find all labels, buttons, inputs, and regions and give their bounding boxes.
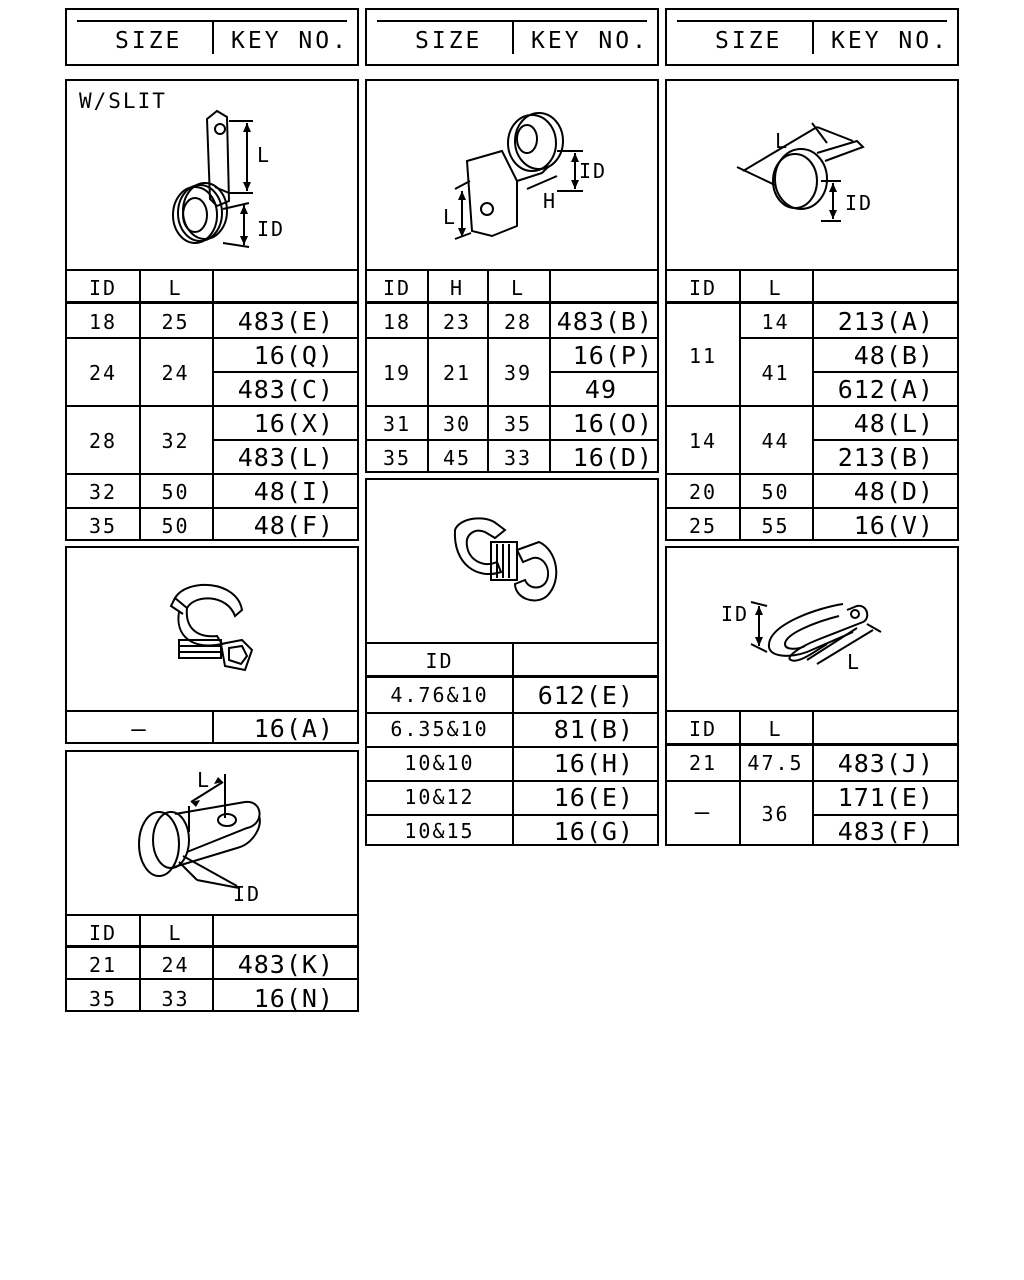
table-cell-id: 35 <box>382 446 412 470</box>
table-cell-id: 10&12 <box>404 785 475 809</box>
header-size-label: SIZE <box>415 28 483 54</box>
key-number: 16(H) <box>553 749 634 778</box>
table-cell-id: 32 <box>88 480 118 504</box>
key-number: 48(L) <box>853 409 934 438</box>
table-cell-l: 24 <box>161 953 190 977</box>
header-box-col2 <box>365 8 659 66</box>
header-size-label: SIZE <box>715 28 783 54</box>
dim-label-l: L <box>443 205 458 229</box>
column-header-id: ID <box>88 276 118 300</box>
table-cell-id: 14 <box>688 429 718 453</box>
header-size-label: SIZE <box>115 28 183 54</box>
column-header-l: L <box>768 717 783 741</box>
table-cell-id: 28 <box>88 429 118 453</box>
table-cell-id: 4.76&10 <box>390 683 489 707</box>
table-cell-h: 45 <box>442 446 472 470</box>
table-cell-id: 18 <box>88 310 118 334</box>
dim-label-id: ID <box>721 602 750 626</box>
dim-label-id: ID <box>579 159 608 183</box>
table-cell-l: 32 <box>161 429 190 453</box>
table-cell-id: 25 <box>688 514 718 538</box>
dim-label-h: H <box>543 189 558 213</box>
table-cell-id: 10&10 <box>404 751 475 775</box>
key-number: 81(B) <box>553 715 634 744</box>
table-cell-h: 21 <box>442 361 472 385</box>
table-cell-l: 55 <box>761 514 790 538</box>
key-number: 48(F) <box>253 511 334 540</box>
table-cell-id: 20 <box>688 480 718 504</box>
key-number: 483(J) <box>837 749 934 778</box>
table-cell-id: 21 <box>88 953 118 977</box>
dim-label-id: ID <box>233 882 262 906</box>
header-key-label: KEY NO. <box>531 28 649 54</box>
column-header-l: L <box>168 921 183 945</box>
key-number: 16(E) <box>553 783 634 812</box>
table-cell-l: 44 <box>761 429 790 453</box>
column-header-id: ID <box>382 276 412 300</box>
table-cell-id: 24 <box>88 361 118 385</box>
slit-clamp-panel <box>65 79 359 541</box>
key-number: 16(G) <box>553 817 634 846</box>
p-clip-drawing <box>667 548 957 713</box>
key-number: 483(K) <box>237 950 334 979</box>
table-cell-l: 50 <box>761 480 790 504</box>
table-cell-l: 50 <box>161 514 190 538</box>
table-cell-l: 33 <box>161 987 190 1011</box>
key-number: 16(Q) <box>253 341 334 370</box>
table-cell-l: 50 <box>161 480 190 504</box>
tab-clamp-drawing <box>67 752 357 917</box>
key-number: 16(V) <box>853 511 934 540</box>
table-cell-h: 23 <box>442 310 472 334</box>
table-cell-l: 47.5 <box>747 751 804 775</box>
column-header-l: L <box>168 276 183 300</box>
table-cell-id: 18 <box>382 310 412 334</box>
key-number: 48(I) <box>253 477 334 506</box>
key-number: 483(E) <box>237 307 334 336</box>
key-number: 483(L) <box>237 443 334 472</box>
table-cell-id: 31 <box>382 412 412 436</box>
key-number: 16(P) <box>572 341 653 370</box>
table-cell-l: 39 <box>503 361 533 385</box>
double-clamp-panel <box>365 478 659 846</box>
dim-label-l: L <box>847 650 862 674</box>
table-cell-id: 35 <box>88 514 118 538</box>
bracket-clamp-drawing <box>367 81 657 271</box>
slit-panel-title: W/SLIT <box>79 89 167 113</box>
key-number: 16(A) <box>253 714 334 743</box>
table-cell-l: 36 <box>761 802 790 826</box>
column-header-l: L <box>768 276 783 300</box>
double-clamp-drawing <box>367 480 657 645</box>
column-header-id: ID <box>88 921 118 945</box>
dim-label-id: ID <box>257 217 286 241</box>
table-cell-l: 25 <box>161 310 190 334</box>
table-cell-id: 11 <box>688 344 718 368</box>
snap-clamp-drawing <box>67 548 357 713</box>
table-cell-id: 19 <box>382 361 412 385</box>
table-cell-id: 21 <box>688 751 718 775</box>
band-clamp-drawing <box>667 81 957 271</box>
header-box-col3 <box>665 8 959 66</box>
key-number: 483(C) <box>237 375 334 404</box>
bracket-clamp-panel <box>365 79 659 473</box>
dim-label-l: L <box>257 143 272 167</box>
table-cell-l: 33 <box>503 446 533 470</box>
key-number: 171(E) <box>837 783 934 812</box>
table-cell-size: — <box>131 715 148 743</box>
key-number: 16(D) <box>572 443 653 472</box>
column-header-h: H <box>449 276 465 300</box>
table-cell-l: 14 <box>761 310 790 334</box>
key-number: 612(A) <box>837 375 934 404</box>
key-number: 48(D) <box>853 477 934 506</box>
key-number: 49 <box>584 375 617 404</box>
header-key-label: KEY NO. <box>831 28 949 54</box>
snap-clamp-panel <box>65 546 359 744</box>
key-number: 213(B) <box>837 443 934 472</box>
slit-clamp-drawing <box>67 81 357 271</box>
table-cell-id: 35 <box>88 987 118 1011</box>
dim-label-id: ID <box>845 191 874 215</box>
key-number: 16(N) <box>253 984 334 1013</box>
tab-clamp-panel <box>65 750 359 1012</box>
table-cell-l: 41 <box>761 361 790 385</box>
key-number: 483(B) <box>556 307 653 336</box>
header-box-col1 <box>65 8 359 66</box>
column-header-id: ID <box>425 649 454 673</box>
table-cell-l: 24 <box>161 361 190 385</box>
column-header-id: ID <box>688 276 718 300</box>
column-header-l: L <box>510 276 526 300</box>
header-key-label: KEY NO. <box>231 28 349 54</box>
table-cell-id: — <box>694 798 712 826</box>
key-number: 213(A) <box>837 307 934 336</box>
table-cell-l: 35 <box>503 412 533 436</box>
table-cell-id: 6.35&10 <box>390 717 489 741</box>
key-number: 612(E) <box>537 681 634 710</box>
band-clamp-panel <box>665 79 959 541</box>
table-cell-l: 28 <box>503 310 533 334</box>
key-number: 16(O) <box>572 409 653 438</box>
table-cell-id: 10&15 <box>404 819 475 843</box>
key-number: 483(F) <box>837 817 934 846</box>
dim-label-l: L <box>775 129 790 153</box>
key-number: 48(B) <box>853 341 934 370</box>
key-number: 16(X) <box>253 409 334 438</box>
p-clip-panel <box>665 546 959 846</box>
table-cell-h: 30 <box>442 412 472 436</box>
dim-label-l: L <box>197 768 212 792</box>
column-header-id: ID <box>688 717 718 741</box>
